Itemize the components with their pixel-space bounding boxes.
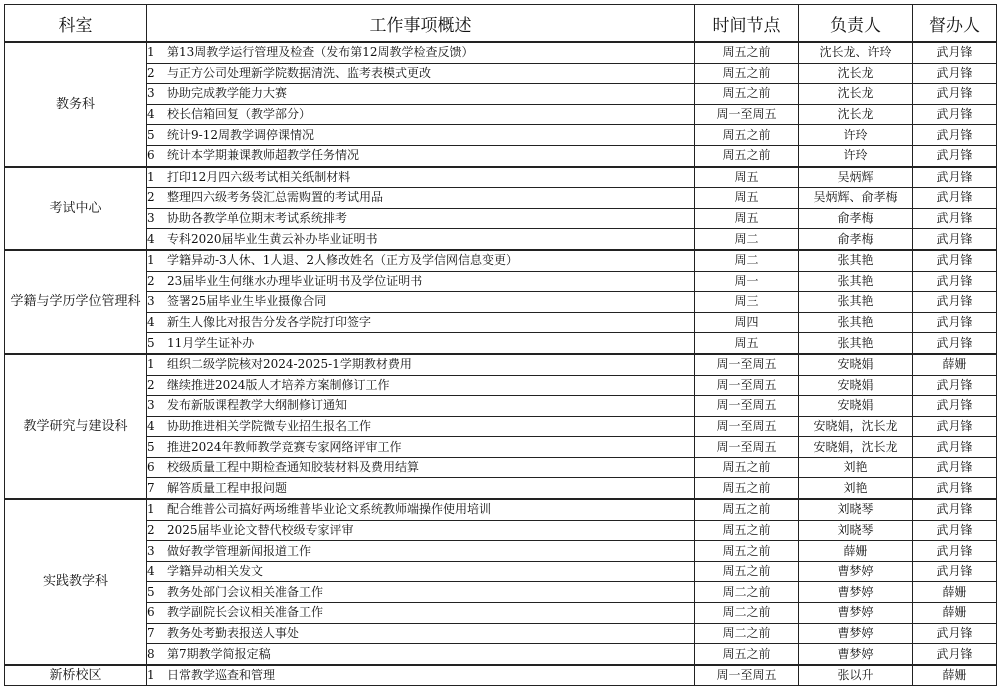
deadline-cell: 周二 (695, 229, 799, 250)
task-number: 1 (147, 169, 155, 184)
owner-cell: 薛姗 (799, 541, 913, 562)
dept-group (5, 665, 997, 686)
owner-cell: 张其艳 (799, 333, 913, 354)
task-number: 2 (147, 522, 155, 537)
owner-cell: 张其艳 (799, 271, 913, 292)
task-number: 5 (147, 127, 155, 142)
task-cell (147, 333, 695, 354)
owner-cell: 曹梦婷 (799, 644, 913, 665)
deadline-cell: 周五之前 (695, 499, 799, 520)
task-cell (147, 271, 695, 292)
task-number: 5 (147, 584, 155, 599)
supervisor-cell: 武月锋 (913, 333, 997, 354)
deadline-cell: 周五之前 (695, 520, 799, 541)
task-cell (147, 229, 695, 250)
deadline-cell: 周一至周五 (695, 437, 799, 458)
dept-group (5, 250, 997, 354)
header-dept: 科室 (5, 5, 147, 43)
task-number: 8 (147, 646, 155, 661)
owner-cell: 俞孝梅 (799, 229, 913, 250)
table-row (5, 603, 997, 624)
table-row (5, 333, 997, 354)
task-number: 1 (147, 502, 155, 517)
task-cell (147, 665, 695, 686)
task-number: 7 (147, 625, 155, 640)
deadline-cell: 周二之前 (695, 582, 799, 603)
owner-cell: 吴炳辉、俞孝梅 (799, 188, 913, 209)
table-row (5, 42, 997, 63)
supervisor-cell: 薛姗 (913, 603, 997, 624)
table-row (5, 665, 997, 686)
deadline-cell: 周五 (695, 208, 799, 229)
owner-cell: 刘艳 (799, 478, 913, 499)
task-description: 11月学生证补办 (167, 335, 255, 350)
task-number: 1 (147, 45, 155, 60)
task-number: 1 (147, 668, 155, 683)
dept-group (5, 499, 997, 665)
task-number: 3 (147, 543, 155, 558)
supervisor-cell: 武月锋 (913, 250, 997, 271)
task-cell (147, 125, 695, 146)
deadline-cell: 周一至周五 (695, 665, 799, 686)
task-description: 统计9-12周教学调停课情况 (167, 127, 314, 142)
owner-cell: 曹梦婷 (799, 603, 913, 624)
table-row (5, 478, 997, 499)
table-row (5, 312, 997, 333)
supervisor-cell: 薛姗 (913, 354, 997, 375)
supervisor-cell: 武月锋 (913, 292, 997, 313)
table-row (5, 623, 997, 644)
task-cell (147, 208, 695, 229)
supervisor-cell: 武月锋 (913, 478, 997, 499)
task-description: 协助推进相关学院微专业招生报名工作 (167, 418, 372, 433)
owner-cell: 安晓娟 (799, 354, 913, 375)
task-cell (147, 499, 695, 520)
task-cell (147, 145, 695, 166)
task-description: 日常教学巡查和管理 (167, 668, 276, 683)
task-number: 6 (147, 460, 155, 475)
owner-cell: 安晓娟，沈长龙 (799, 437, 913, 458)
task-description: 教学副院长会议相关准备工作 (167, 605, 324, 620)
deadline-cell: 周五之前 (695, 561, 799, 582)
task-number: 2 (147, 273, 155, 288)
owner-cell: 安晓娟 (799, 396, 913, 417)
task-description: 学籍异动-3人休、1人退、2人修改姓名（正方及学信网信息变更） (167, 253, 518, 268)
deadline-cell: 周五之前 (695, 644, 799, 665)
task-description: 专科2020届毕业生黄云补办毕业证明书 (167, 231, 378, 246)
task-description: 组织二级学院核对2024-2025-1学期教材费用 (167, 357, 412, 372)
deadline-cell: 周五之前 (695, 63, 799, 84)
supervisor-cell: 武月锋 (913, 63, 997, 84)
table-row (5, 167, 997, 188)
supervisor-cell: 武月锋 (913, 229, 997, 250)
supervisor-cell: 武月锋 (913, 167, 997, 188)
supervisor-cell: 武月锋 (913, 84, 997, 105)
owner-cell: 曹梦婷 (799, 582, 913, 603)
task-cell (147, 416, 695, 437)
deadline-cell: 周五 (695, 188, 799, 209)
task-number: 3 (147, 211, 155, 226)
supervisor-cell: 武月锋 (913, 644, 997, 665)
dept-group (5, 42, 997, 167)
task-cell (147, 457, 695, 478)
supervisor-cell: 武月锋 (913, 520, 997, 541)
task-description: 协助完成教学能力大赛 (167, 86, 288, 101)
task-cell (147, 354, 695, 375)
deadline-cell: 周二之前 (695, 603, 799, 624)
header-owner: 负责人 (799, 5, 913, 43)
deadline-cell: 周一至周五 (695, 354, 799, 375)
deadline-cell: 周二之前 (695, 623, 799, 644)
task-description: 统计本学期兼课教师超教学任务情况 (167, 148, 360, 163)
supervisor-cell: 武月锋 (913, 42, 997, 63)
task-description: 发布新版课程教学大纲制修订通知 (167, 398, 348, 413)
owner-cell: 张以升 (799, 665, 913, 686)
deadline-cell: 周五 (695, 167, 799, 188)
task-cell (147, 188, 695, 209)
task-number: 4 (147, 107, 155, 122)
task-number: 7 (147, 480, 155, 495)
dept-cell: 新桥校区 (5, 665, 147, 686)
deadline-cell: 周五 (695, 333, 799, 354)
deadline-cell: 周五之前 (695, 125, 799, 146)
supervisor-cell: 武月锋 (913, 396, 997, 417)
supervisor-cell: 武月锋 (913, 208, 997, 229)
supervisor-cell: 武月锋 (913, 271, 997, 292)
owner-cell: 刘晓琴 (799, 499, 913, 520)
task-number: 2 (147, 190, 155, 205)
work-plan-table (4, 4, 997, 686)
owner-cell: 张其艳 (799, 312, 913, 333)
dept-cell: 学籍与学历学位管理科 (5, 250, 147, 354)
owner-cell: 刘艳 (799, 457, 913, 478)
dept-group (5, 354, 997, 499)
task-description: 2025届毕业论文替代校级专家评审 (167, 522, 354, 537)
supervisor-cell: 武月锋 (913, 437, 997, 458)
deadline-cell: 周一至周五 (695, 396, 799, 417)
table-row (5, 292, 997, 313)
task-cell (147, 561, 695, 582)
deadline-cell: 周一 (695, 271, 799, 292)
table-row (5, 396, 997, 417)
deadline-cell: 周三 (695, 292, 799, 313)
task-description: 第7期教学简报定稿 (167, 646, 271, 661)
table-row (5, 416, 997, 437)
task-number: 4 (147, 231, 155, 246)
table-row (5, 520, 997, 541)
table-row (5, 229, 997, 250)
task-cell (147, 63, 695, 84)
task-cell (147, 396, 695, 417)
header-row (5, 5, 997, 43)
owner-cell: 安晓娟，沈长龙 (799, 416, 913, 437)
table-row (5, 582, 997, 603)
supervisor-cell: 武月锋 (913, 561, 997, 582)
owner-cell: 沈长龙 (799, 84, 913, 105)
task-number: 6 (147, 605, 155, 620)
task-number: 3 (147, 86, 155, 101)
deadline-cell: 周五之前 (695, 145, 799, 166)
table-header (5, 5, 997, 43)
task-cell (147, 167, 695, 188)
supervisor-cell: 武月锋 (913, 312, 997, 333)
table-row (5, 499, 997, 520)
task-description: 新生人像比对报告分发各学院打印签字 (167, 315, 372, 330)
task-description: 继续推进2024版人才培养方案制修订工作 (167, 377, 390, 392)
task-cell (147, 84, 695, 105)
owner-cell: 安晓娟 (799, 375, 913, 396)
table-row (5, 104, 997, 125)
task-number: 2 (147, 65, 155, 80)
task-description: 签署25届毕业生毕业摄像合同 (167, 294, 327, 309)
task-cell (147, 541, 695, 562)
deadline-cell: 周五之前 (695, 478, 799, 499)
supervisor-cell: 薛姗 (913, 582, 997, 603)
task-number: 5 (147, 335, 155, 350)
task-description: 教务处部门会议相关准备工作 (167, 584, 324, 599)
task-cell (147, 375, 695, 396)
deadline-cell: 周五之前 (695, 457, 799, 478)
table-row (5, 250, 997, 271)
task-number: 4 (147, 315, 155, 330)
task-description: 与正方公司处理新学院数据清洗、监考表模式更改 (167, 65, 432, 80)
task-description: 推进2024年教师教学竞赛专家网络评审工作 (167, 439, 402, 454)
supervisor-cell: 武月锋 (913, 188, 997, 209)
task-cell (147, 603, 695, 624)
table-row (5, 145, 997, 166)
supervisor-cell: 武月锋 (913, 416, 997, 437)
task-description: 教务处考勤表报送人事处 (167, 625, 300, 640)
task-cell (147, 312, 695, 333)
task-cell (147, 520, 695, 541)
task-number: 1 (147, 357, 155, 372)
header-supervisor: 督办人 (913, 5, 997, 43)
supervisor-cell: 武月锋 (913, 145, 997, 166)
task-cell (147, 644, 695, 665)
table-row (5, 271, 997, 292)
task-description: 校级质量工程中期检查通知胶装材料及费用结算 (167, 460, 420, 475)
task-description: 整理四六级考务袋汇总需购置的考试用品 (167, 190, 384, 205)
owner-cell: 许玲 (799, 145, 913, 166)
owner-cell: 沈长龙、许玲 (799, 42, 913, 63)
supervisor-cell: 武月锋 (913, 457, 997, 478)
task-description: 第13周教学运行管理及检查（发布第12周教学检查反馈） (167, 45, 474, 60)
deadline-cell: 周五之前 (695, 42, 799, 63)
task-cell (147, 292, 695, 313)
deadline-cell: 周一至周五 (695, 375, 799, 396)
task-description: 配合维普公司搞好两场维普毕业论文系统教师端操作使用培训 (167, 502, 492, 517)
table-row (5, 644, 997, 665)
task-description: 打印12月四六级考试相关纸制材料 (167, 169, 351, 184)
table-row (5, 208, 997, 229)
deadline-cell: 周五之前 (695, 541, 799, 562)
owner-cell: 刘晓琴 (799, 520, 913, 541)
header-desc: 工作事项概述 (147, 5, 695, 43)
supervisor-cell: 武月锋 (913, 104, 997, 125)
owner-cell: 曹梦婷 (799, 561, 913, 582)
task-cell (147, 582, 695, 603)
owner-cell: 张其艳 (799, 292, 913, 313)
supervisor-cell: 武月锋 (913, 623, 997, 644)
dept-group (5, 167, 997, 250)
table-row (5, 63, 997, 84)
table-row (5, 125, 997, 146)
task-description: 校长信箱回复（教学部分） (167, 107, 312, 122)
task-cell (147, 623, 695, 644)
dept-cell: 教务科 (5, 42, 147, 167)
owner-cell: 许玲 (799, 125, 913, 146)
task-description: 学籍异动相关发文 (167, 564, 264, 579)
task-number: 4 (147, 564, 155, 579)
owner-cell: 沈长龙 (799, 104, 913, 125)
supervisor-cell: 薛姗 (913, 665, 997, 686)
task-number: 5 (147, 439, 155, 454)
header-time: 时间节点 (695, 5, 799, 43)
task-description: 协助各教学单位期末考试系统排考 (167, 211, 348, 226)
dept-cell: 考试中心 (5, 167, 147, 250)
table-row (5, 375, 997, 396)
deadline-cell: 周四 (695, 312, 799, 333)
owner-cell: 俞孝梅 (799, 208, 913, 229)
supervisor-cell: 武月锋 (913, 375, 997, 396)
task-description: 做好教学管理新闻报道工作 (167, 543, 312, 558)
table-row (5, 561, 997, 582)
dept-cell: 实践教学科 (5, 499, 147, 665)
owner-cell: 张其艳 (799, 250, 913, 271)
owner-cell: 曹梦婷 (799, 623, 913, 644)
task-cell (147, 42, 695, 63)
task-description: 解答质量工程申报问题 (167, 480, 288, 495)
supervisor-cell: 武月锋 (913, 541, 997, 562)
table-row (5, 437, 997, 458)
task-number: 3 (147, 398, 155, 413)
dept-cell: 教学研究与建设科 (5, 354, 147, 499)
task-cell (147, 250, 695, 271)
table-row (5, 84, 997, 105)
task-cell (147, 104, 695, 125)
deadline-cell: 周一至周五 (695, 104, 799, 125)
task-number: 1 (147, 253, 155, 268)
table-row (5, 541, 997, 562)
task-number: 4 (147, 418, 155, 433)
task-number: 3 (147, 294, 155, 309)
deadline-cell: 周五之前 (695, 84, 799, 105)
table-row (5, 188, 997, 209)
supervisor-cell: 武月锋 (913, 499, 997, 520)
task-cell (147, 478, 695, 499)
task-number: 2 (147, 377, 155, 392)
owner-cell: 吴炳辉 (799, 167, 913, 188)
owner-cell: 沈长龙 (799, 63, 913, 84)
task-cell (147, 437, 695, 458)
deadline-cell: 周二 (695, 250, 799, 271)
table-row (5, 354, 997, 375)
task-description: 23届毕业生何继水办理毕业证明书及学位证明书 (167, 273, 423, 288)
task-number: 6 (147, 148, 155, 163)
table-row (5, 457, 997, 478)
supervisor-cell: 武月锋 (913, 125, 997, 146)
deadline-cell: 周一至周五 (695, 416, 799, 437)
